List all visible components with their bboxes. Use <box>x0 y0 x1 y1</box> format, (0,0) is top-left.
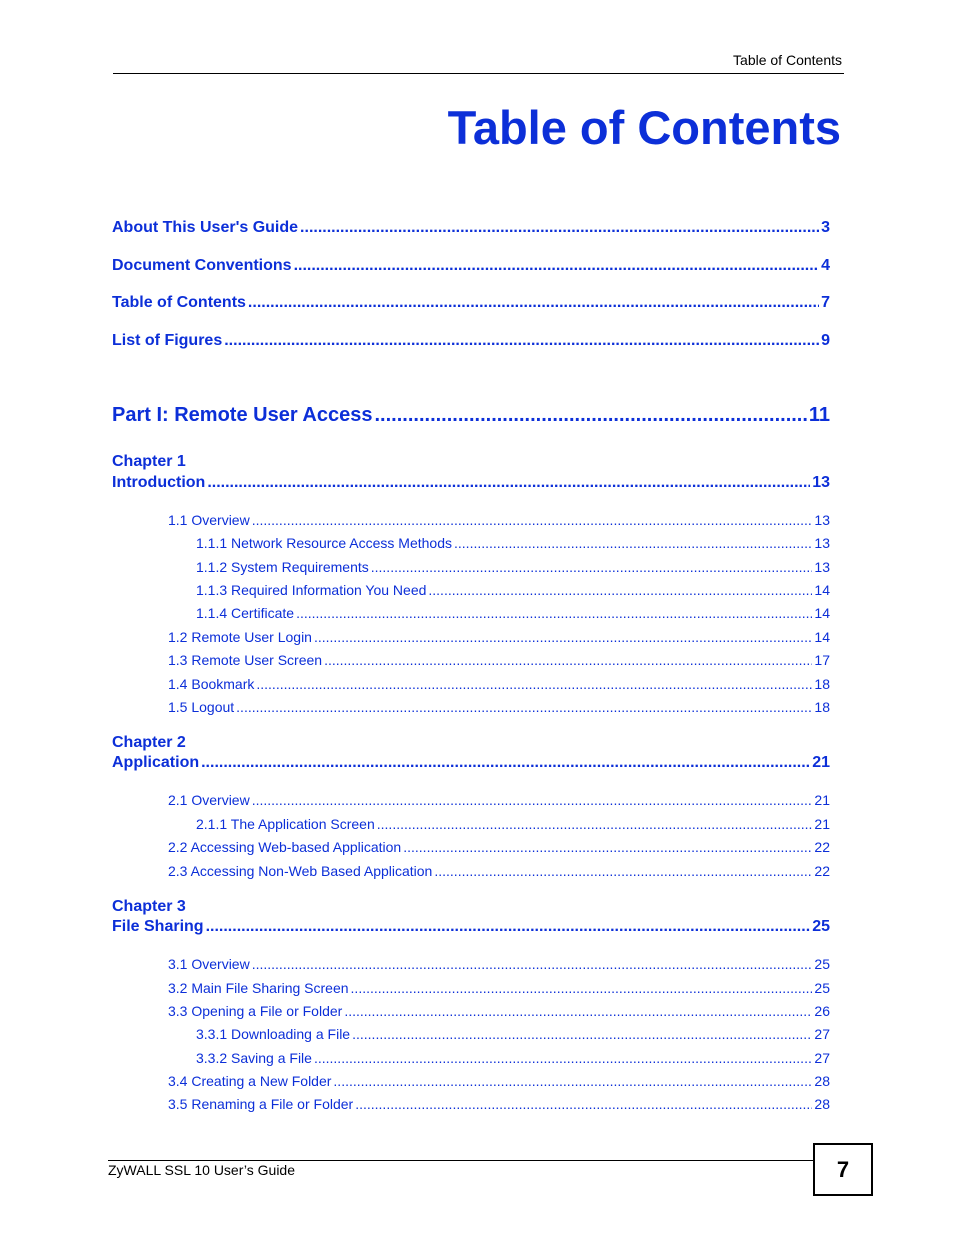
toc-chapter-application[interactable]: Application ..... 21 <box>112 754 830 772</box>
header-rule <box>113 73 844 74</box>
toc-section[interactable]: 1.5 Logout ..... 18 <box>168 699 830 715</box>
toc-section[interactable]: 1.1 Overview ..... 13 <box>168 512 830 528</box>
toc-section[interactable]: 3.3 Opening a File or Folder ..... 26 <box>168 1003 830 1019</box>
toc-section[interactable]: 2.1 Overview ..... 21 <box>168 792 830 808</box>
page-number-box <box>813 1143 873 1196</box>
toc-entry-about-guide[interactable]: About This User's Guide ..... 3 <box>112 219 830 237</box>
chapter-label: Chapter 1 <box>112 453 186 470</box>
toc-section[interactable]: 1.2 Remote User Login ..... 14 <box>168 629 830 645</box>
toc-subsection[interactable]: 3.3.2 Saving a File ..... 27 <box>196 1050 830 1066</box>
toc-chapter-introduction[interactable]: Introduction ..... 13 <box>112 474 830 492</box>
toc-section[interactable]: 3.4 Creating a New Folder ..... 28 <box>168 1073 830 1089</box>
toc-section[interactable]: 3.2 Main File Sharing Screen ..... 25 <box>168 980 830 996</box>
toc-entry-list-of-figures[interactable]: List of Figures ..... 9 <box>112 332 830 350</box>
page-title: Table of Contents <box>447 101 841 154</box>
toc-section[interactable]: 1.3 Remote User Screen ..... 17 <box>168 652 830 668</box>
toc-subsection[interactable]: 1.1.1 Network Resource Access Methods ..... 13 <box>196 535 830 551</box>
page-number: 7 <box>836 1156 850 1182</box>
toc-subsection[interactable]: 1.1.3 Required Information You Need ..... 14 <box>196 582 830 598</box>
chapter-label: Chapter 3 <box>112 898 186 915</box>
toc-entry-table-of-contents[interactable]: Table of Contents ..... 7 <box>112 294 830 312</box>
toc-part-remote-user-access[interactable]: Part I: Remote User Access ..... 11 <box>112 404 830 427</box>
toc-section[interactable]: 2.2 Accessing Web-based Application ..... 22 <box>168 839 830 855</box>
footer-doc-title: ZyWALL SSL 10 User’s Guide <box>108 1162 296 1178</box>
toc-entry-document-conventions[interactable]: Document Conventions ..... 4 <box>112 257 830 275</box>
toc-subsection[interactable]: 1.1.2 System Requirements ..... 13 <box>196 559 830 575</box>
toc-section[interactable]: 3.1 Overview ..... 25 <box>168 956 830 972</box>
toc-chapter-file-sharing[interactable]: File Sharing ..... 25 <box>112 918 830 936</box>
toc-subsection[interactable]: 2.1.1 The Application Screen ..... 21 <box>196 816 830 832</box>
running-header: Table of Contents <box>733 52 842 68</box>
chapter-label: Chapter 2 <box>112 734 186 751</box>
toc-subsection[interactable]: 3.3.1 Downloading a File ..... 27 <box>196 1026 830 1042</box>
toc-section[interactable]: 3.5 Renaming a File or Folder ..... 28 <box>168 1096 830 1112</box>
footer-rule <box>108 1160 814 1161</box>
toc-section[interactable]: 1.4 Bookmark ..... 18 <box>168 676 830 692</box>
toc-subsection[interactable]: 1.1.4 Certificate ..... 14 <box>196 605 830 621</box>
toc-section[interactable]: 2.3 Accessing Non-Web Based Application ..... 22 <box>168 863 830 879</box>
